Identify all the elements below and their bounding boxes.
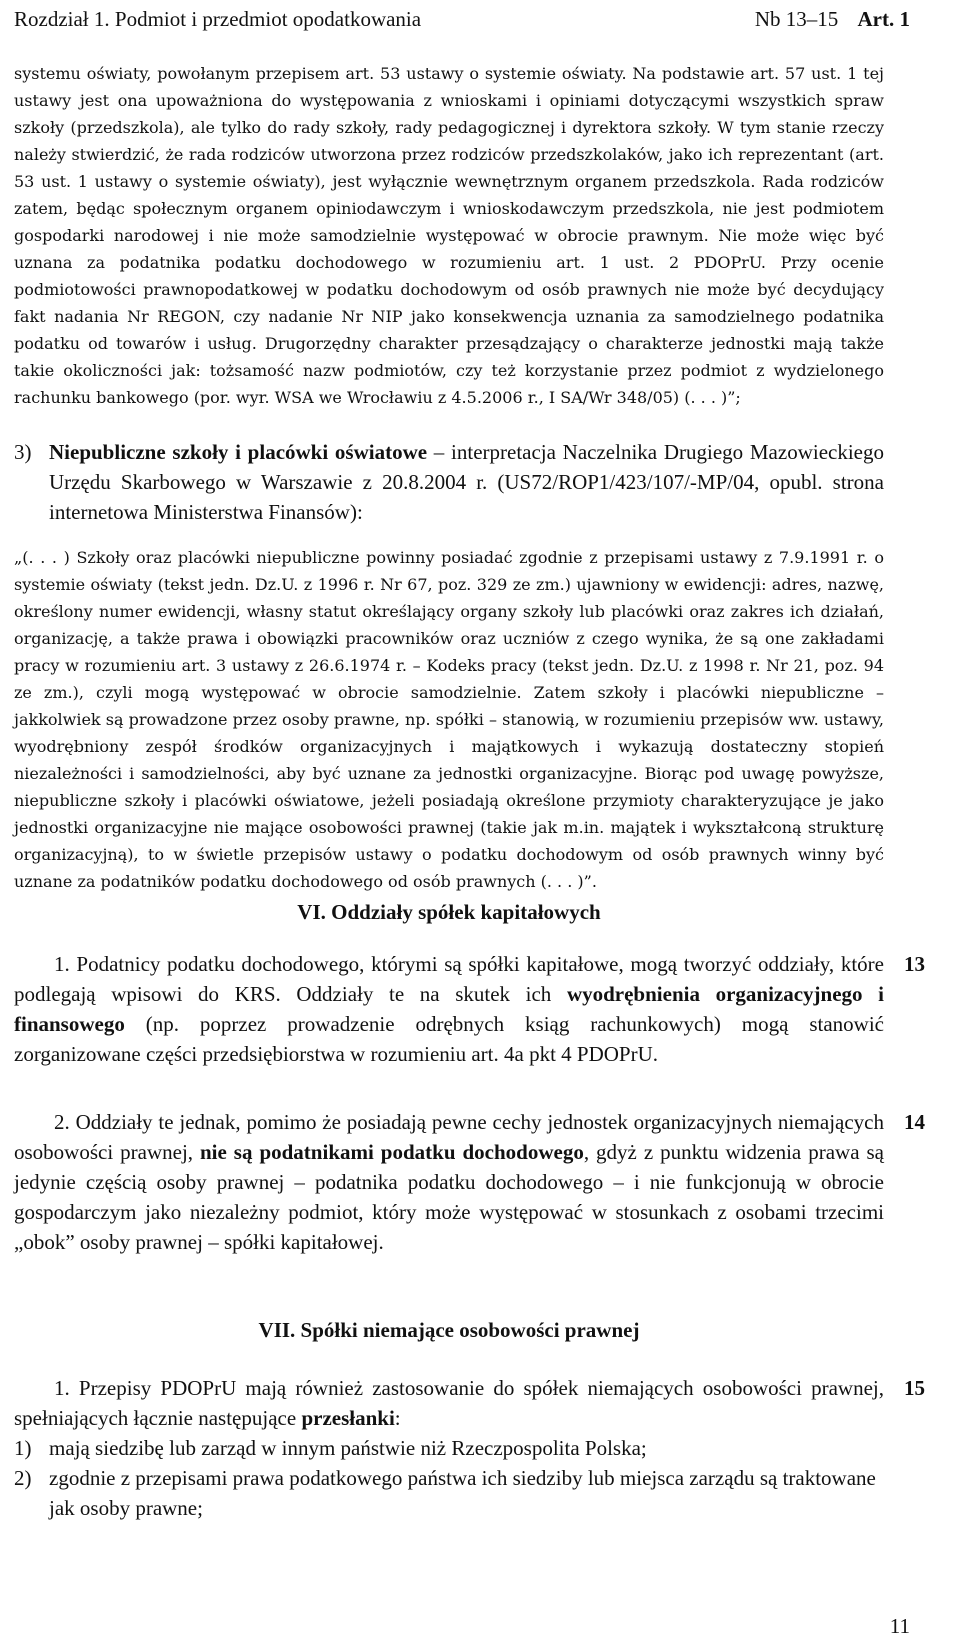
header-reference — [755, 4, 910, 34]
running-header — [14, 4, 910, 34]
section-heading-vi: VI. Oddziały spółek kapitałowych — [297, 900, 601, 924]
list-item-text: zgodnie z przepisami prawa podatkowego państwa ich siedziby lub miejsca zarządu są traktowane jak osoby prawne; — [49, 1466, 876, 1520]
margin-number: 14 — [904, 1110, 925, 1134]
conditions-list — [14, 1433, 884, 1523]
paragraph-14 — [14, 1107, 925, 1257]
list-item-number: 2) — [14, 1466, 32, 1490]
list-item-bold: Niepubliczne szkoły i placówki oświatowe — [49, 440, 428, 464]
paragraph-text: 2. Oddziały te jednak, pomimo że posiadają pewne cechy jednostek organizacyjnych niemających osobowości prawnej, — [14, 1110, 884, 1164]
quote-block-schools — [14, 544, 884, 895]
quote-paragraph: systemu oświaty, powołanym przepisem art. 53 ustawy o systemie oświaty. Na podstawie art. 57 ust. 1 tej ustawy jest ona upoważniona do występowania z wnioskami i opiniami dotyczącymi wszystkich spraw szkoły (przedszkola), ale tylko do rady szkoły, rady pedagogicznej i dyrektora szkoły. W tym stanie rzeczy należy stwierdzić, że rada rodziców utworzona przez rodziców przedszkolaków, jako ich reprezentant (art. 53 ust. 1 ustawy o systemie oświaty), jest wyłącznie wewnętrznym organem przedszkola. Rada rodziców zatem, będąc społecznym organem opiniodawczym i wnioskodawczym przedszkola, nie jest podmiotem gospodarki narodowej i nie może samodzielnie występować w obrocie prawnym. Nie może więc być uznana za podatnika podatku dochodowego w rozumieniu art. 1 ust. 2 PDOPrU. Przy ocenie podmiotowości prawnopodatkowej w podatku dochodowym od osób prawnych nie może być decydujący fakt nadania Nr REGON, czy nadanie Nr NIP jako konsekwencja uznania za samodzielnego podatnika podatku od towarów i usług. Drugorzędny charakter przesądzający o charakterze jednostki mają także takie okoliczności jak: tożsamość nazw podmiotów, czy też korzystanie przez podmiot z wydzielonego rachunku bankowego (por. wyr. WSA we Wrocławiu z 4.5.2006 r., I SA/Wr 348/05) (. . . )”; — [14, 64, 884, 407]
list-item-number: 3) — [14, 440, 32, 464]
list-item — [14, 1433, 884, 1463]
paragraph-text: , gdyż z punktu widzenia prawa są jedynie częścią osoby prawnej – podatnika podatku dochodowego – i nie funkcjonują w obrocie gospodarczym jako niezależny podmiot, który może występować w stosunkach z osobami trzecimi „obok” osoby prawnej – spółki kapitałowej. — [14, 1140, 884, 1254]
list-item-3 — [14, 437, 884, 527]
article-label: Art. 1 — [857, 7, 910, 31]
margin-number-range: Nb 13–15 — [754, 7, 839, 31]
list-item-text — [49, 437, 884, 527]
paragraph-15 — [14, 1373, 925, 1433]
paragraph-bold: wyodrębnienia organizacyjnego i finansowego — [14, 982, 884, 1036]
page-number: 11 — [889, 1614, 910, 1638]
margin-number: 15 — [904, 1376, 925, 1400]
list-item-text: mają siedzibę lub zarząd w innym państwie niż Rzeczpospolita Polska; — [49, 1436, 647, 1460]
paragraph-bold: przesłanki — [301, 1406, 395, 1430]
paragraph-13 — [14, 949, 925, 1069]
quote-paragraph: „(. . . ) Szkoły oraz placówki niepubliczne powinny posiadać zgodnie z przepisami ustawy z 7.9.1991 r. o systemie oświaty (tekst jedn. Dz.U. z 1996 r. Nr 67, poz. 329 ze zm.) ujawniony w ewidencji: adres, nazwę, określony numer ewidencji, własny statut określający organy szkoły lub placówki oraz zakres ich działań, organizację, a także prawa i obowiązki pracowników oraz uczniów z czego wynika, że są one zakładami pracy w rozumieniu art. 3 ustawy z 26.6.1974 r. – Kodeks pracy (tekst jedn. Dz.U. z 1998 r. Nr 21, poz. 94 ze zm.), czyli mogą występować w obrocie samodzielnie. Zatem szkoły i placówki niepubliczne – jakkolwiek są prowadzone przez osoby prawne, np. spółki – stanowią, w rozumieniu przepisów ww. ustawy, wyodrębniony zespół środków organizacyjnych i majątkowych i wykazują dostateczny stopień niezależności i samodzielności, aby być uznane za jednostki organizacyjne. Biorąc pod uwagę powyższe, niepubliczne szkoły i placówki oświatowe, jeżeli posiadają określone przymioty charakteryzujące je jako jednostki organizacyjne nie mające osobowości prawnej (takie jak m.in. majątek i wykształconą strukturę organizacyjną), to w świetle przepisów ustawy o podatku dochodowym od osób prawnych winny być uznane za podatników podatku dochodowego od osób prawnych (. . . )”. — [14, 548, 884, 891]
quote-block-council — [14, 60, 884, 411]
paragraph-text: (np. poprzez prowadzenie odrębnych ksiąg rachunkowych) mogą stanowić zorganizowane części przedsiębiorstwa w rozumieniu art. 4a pkt 4 PDOPrU. — [14, 1012, 884, 1066]
list-item-rest: – interpretacja Naczelnika Drugiego Mazowieckiego Urzędu Skarbowego w Warszawie z 20.8.2004 r. (US72/ROP1/423/107/-MP/04, opubl. strona internetowa Ministerstwa Finansów): — [49, 440, 884, 524]
list-item-number: 1) — [14, 1436, 32, 1460]
chapter-title: Rozdział 1. Podmiot i przedmiot opodatkowania — [14, 7, 422, 31]
paragraph-text: 1. Przepisy PDOPrU mają również zastosowanie do spółek niemających osobowości prawnej, spełniających łącznie następujące — [14, 1376, 884, 1430]
margin-number: 13 — [904, 952, 925, 976]
paragraph-text: 1. Podatnicy podatku dochodowego, którymi są spółki kapitałowe, mogą tworzyć oddziały, które podlegają wpisowi do KRS. Oddziały te na skutek ich — [14, 952, 884, 1006]
list-item — [14, 1463, 884, 1523]
paragraph-bold: nie są podatnikami podatku dochodowego — [200, 1140, 584, 1164]
section-heading-vii: VII. Spółki niemające osobowości prawnej — [258, 1318, 640, 1342]
paragraph-text: : — [394, 1406, 401, 1430]
